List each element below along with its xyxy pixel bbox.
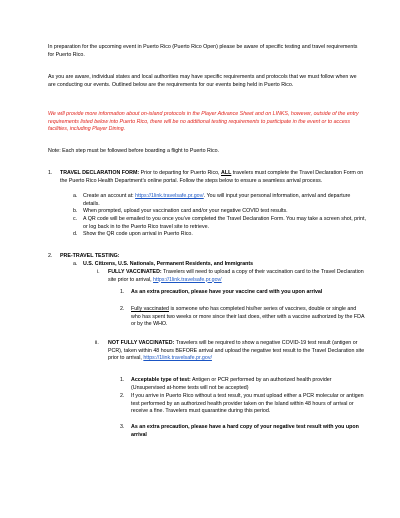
fully-item-1-number: 1. [120,289,125,295]
section-1-item-a-letter: a. [73,193,78,199]
fully-item-2: Fully vaccinated is someone who has completed his/her series of vaccines, double or single and who has spent two weeks or more since their last does, either with a vaccine authorized by the FDA or by the WHO. [131,306,365,328]
not-fully-item-1-number: 1. [120,377,125,383]
not-fully-vaccinated-roman: ii. [95,340,99,346]
fully-vaccinated-roman: i. [97,269,100,275]
not-fully-item-2-number: 2. [120,393,125,399]
not-fully-vaccinated-paragraph: NOT FULLY VACCINATED: Travelers will be required to show a negative COVID-19 test result (antigen or PCR), taken within 48 hours BEFORE arrival and upload the negative test result to the Travel Declaration site prior to arrival, https://1link.travelsafe.pr.gov/ [108,340,365,362]
section-1-number: 1. [48,170,53,176]
section-1-item-d-letter: d. [73,231,78,237]
section-1-heading: TRAVEL DECLARATION FORM: [60,170,140,176]
section-1-item-d: Show the QR code upon arrival in Puerto Rico. [83,231,193,237]
section-1-item-a: Create an account at: https://1link.travelsafe.pr.gov/. You will input your personal information, arrival and departure details. [83,193,351,207]
not-fully-item-2: If you arrive in Puerto Rico without a test result, you must upload either a PCR molecular or antigen test performed by an authorized health provider taken on the Island within 48 hours of arrival or receive a fine. Travelers must quarantine during this period. [131,393,364,415]
section-1-item-b: When prompted, upload your vaccination card and/or your negative COVID test results. [83,208,288,214]
fully-item-2-number: 2. [120,306,125,312]
section-2-heading: PRE-TRAVEL TESTING: [60,253,120,259]
not-fully-item-1: Acceptable type of test: Antigen or PCR performed by an authorized health provider (Unsupervised at-home tests will not be accepted) [131,377,332,391]
section-2-number: 2. [48,253,53,259]
fully-vaccinated-paragraph: FULLY VACCINATED: Travelers will need to upload a copy of their vaccination card to the Travel Declaration site prior to arrival, https://1link.travelsafe.pr.gov/ [108,269,364,283]
section-2a-letter: a. [73,261,78,267]
not-fully-item-3-number: 3. [120,424,125,430]
section-1-item-b-letter: b. [73,208,78,214]
intro-paragraph-2: As you are aware, individual states and local authorities may have specific requirements and protocols that we must follow when we are conducting our events. Outlined below are the requirements for our events being held in Puerto Rico. [48,74,357,88]
intro-paragraph-1: In preparation for the upcoming event in Puerto Rico (Puerto Rico Open) please be aware of specific testing and travel requirements for Puerto Rico. [48,44,358,58]
section-1-item-c-letter: c. [73,216,78,222]
all-emphasis: ALL [221,170,232,176]
travelsafe-link[interactable]: https://1link.travelsafe.pr.gov/ [153,276,222,283]
travelsafe-link[interactable]: https://1link.travelsafe.pr.gov/ [143,355,212,362]
travelsafe-link[interactable]: https://1link.travelsafe.pr.gov/ [135,193,204,199]
fully-item-1: As an extra precaution, please have your vaccine card with you upon arrival [131,289,323,295]
note-paragraph: Note: Each step must be followed before boarding a flight to Puerto Rico. [48,148,220,154]
intro-paragraph-red: We will provide more information about on-island protocols in the Player Advance Sheet and on LINKS, however, outside of the entry requirements listed below into Puerto Rico, there will be no additional testing requirements to participate in the event or to access facilities, including Player Dining. [48,111,359,133]
not-fully-item-3: As an extra precaution, please have a hard copy of your negative test result with you upon arrival [131,424,359,438]
section-1-paragraph: TRAVEL DECLARATION FORM: Prior to departing for Puerto Rico, ALL travelers must complete the Travel Declaration Form on the Puerto Rico Health Department’s online portal. Follow the steps below to ensure a seamless arrival process. [60,170,364,184]
section-1-item-c: A QR code will be emailed to you once you’ve completed the Travel Declaration Form. You may take a screen shot, print, or log back in to the Puerto Rico travel site to retrieve. [83,216,366,230]
section-2a-heading: U.S. Citizens, U.S. Nationals, Permanent Residents, and Immigrants [83,261,254,267]
